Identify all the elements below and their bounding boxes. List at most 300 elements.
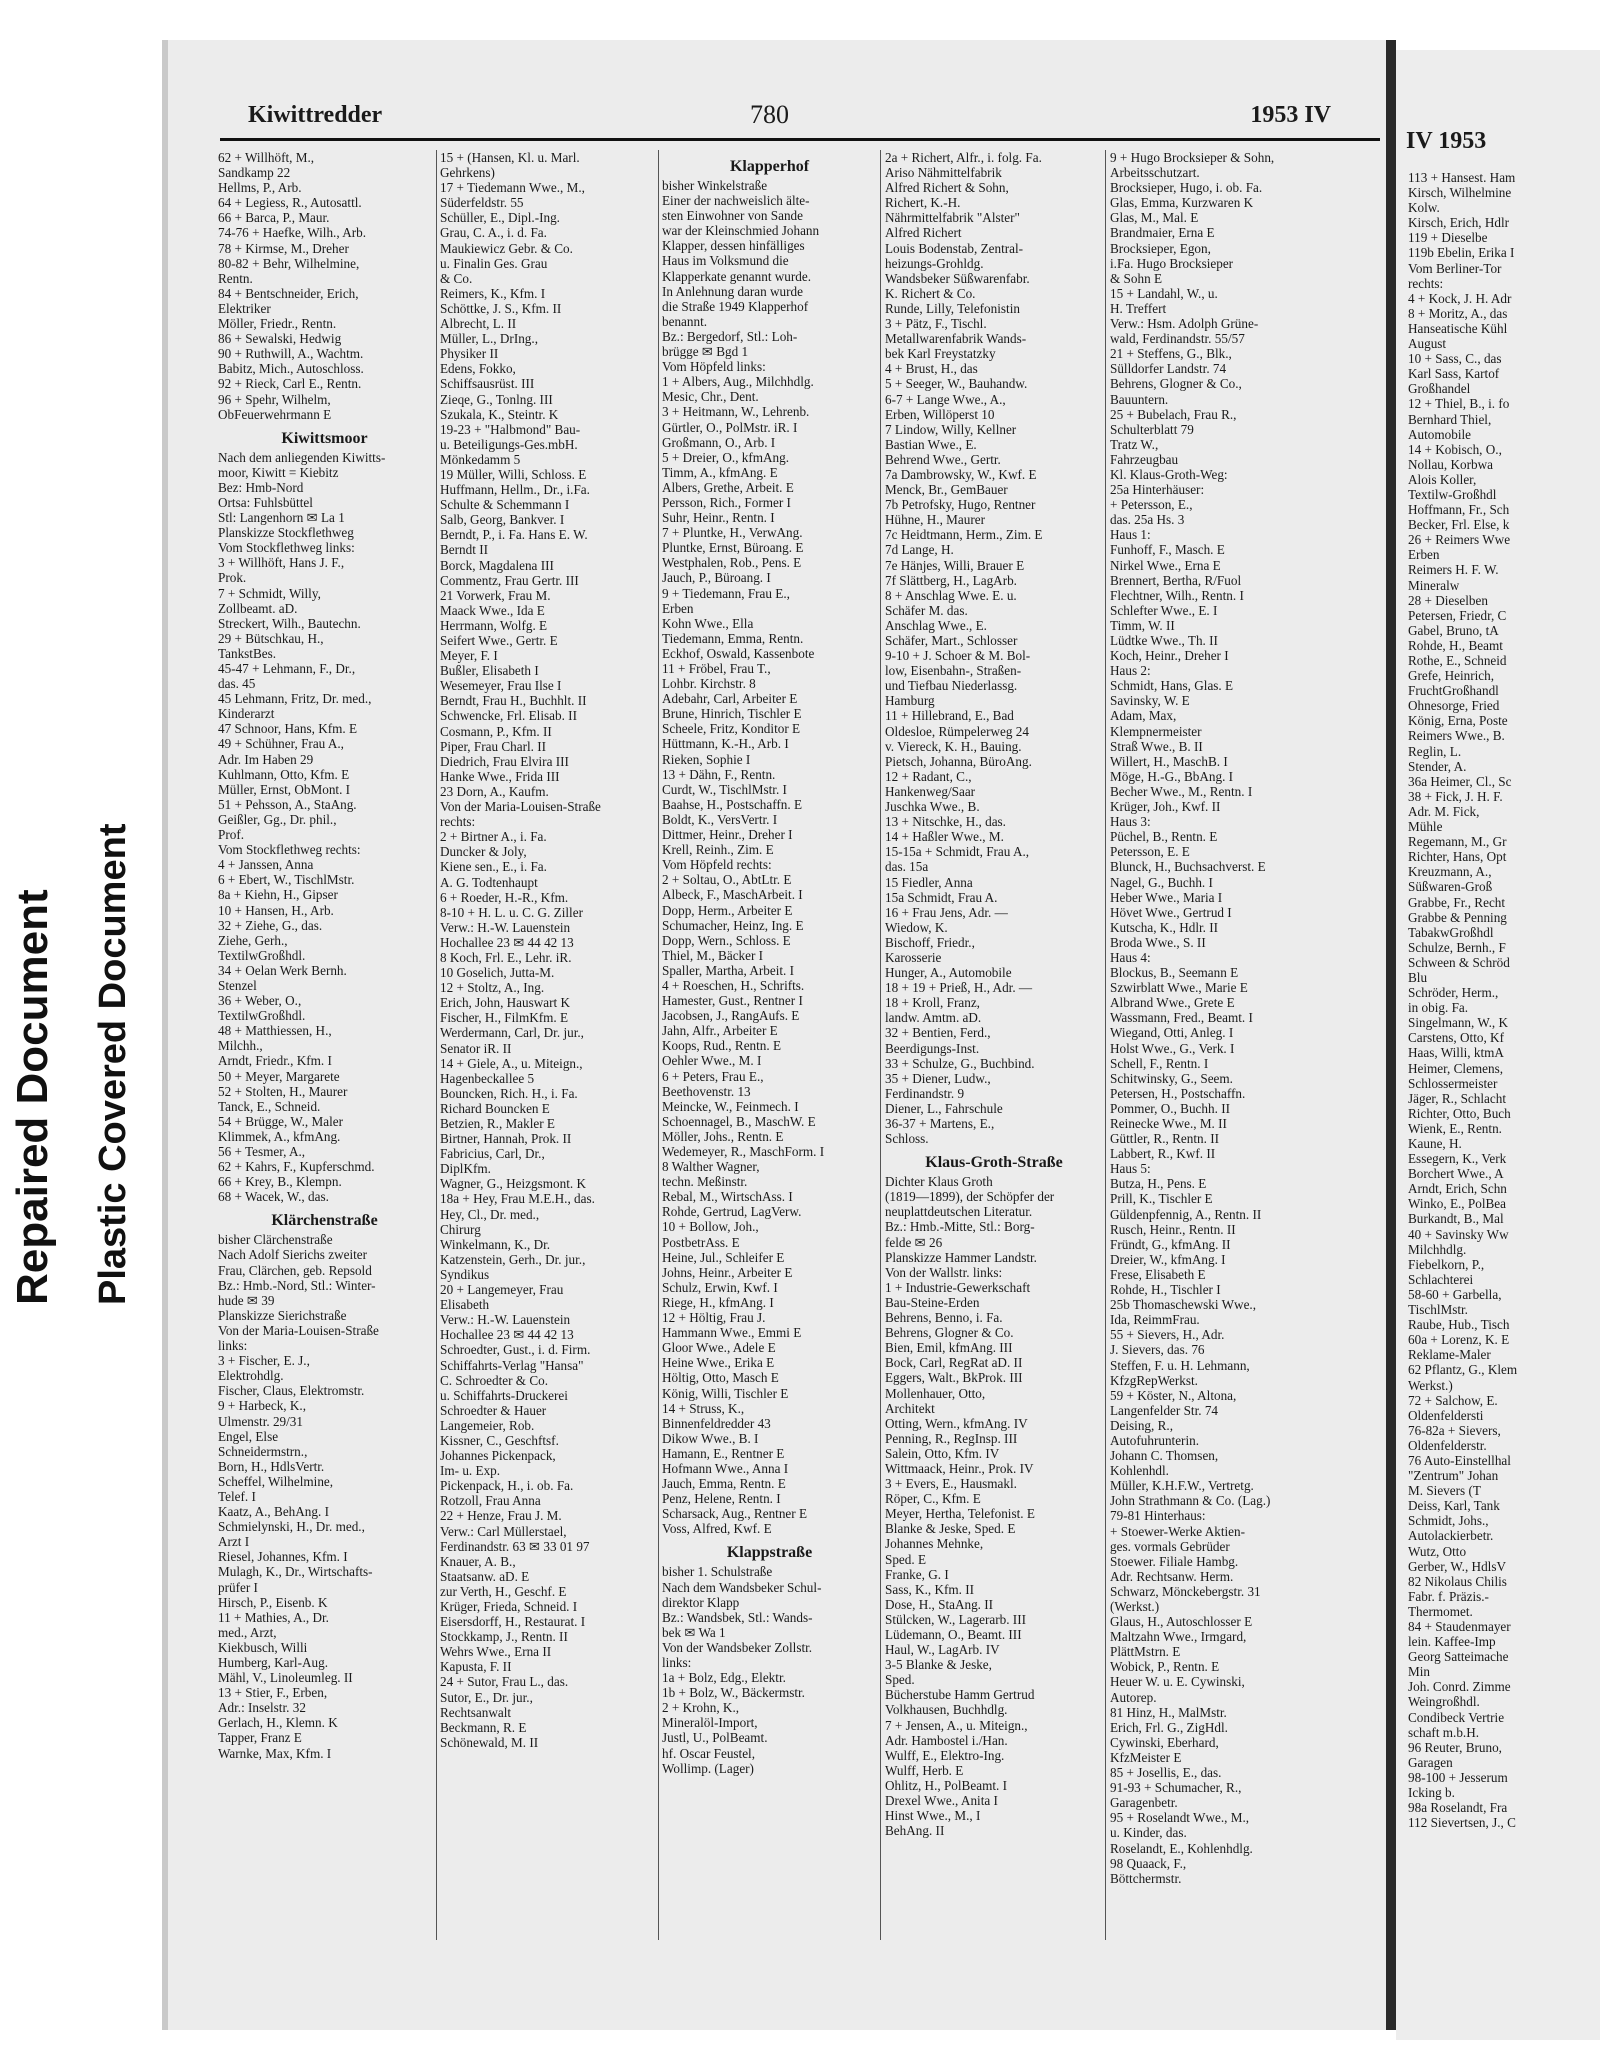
directory-entry: 3-5 Blanke & Jeske, [885, 1657, 992, 1673]
directory-entry: bisher Clärchenstraße [218, 1232, 333, 1248]
directory-entry: Hirsch, P., Eisenb. K [218, 1594, 328, 1610]
facing-page-entry: August [1408, 336, 1447, 352]
directory-entry: war der Kleinschmied Johann [662, 223, 820, 239]
facing-page-entry: Autolackierbetr. [1408, 1528, 1494, 1544]
directory-entry: Kohlenhdl. [1110, 1463, 1169, 1479]
directory-entry: Hamann, E., Rentner E [662, 1445, 785, 1461]
directory-entry: Pommer, O., Buchh. II [1110, 1100, 1230, 1116]
directory-entry: 17 + Tiedemann Wwe., M., [440, 180, 585, 196]
facing-page-entry: Mühle [1408, 819, 1443, 835]
directory-entry: Schumacher, Heinz, Ing. E [662, 917, 804, 933]
directory-entry: Karosserie [885, 949, 942, 965]
directory-entry: 25b Thomaschewski Wwe., [1110, 1297, 1257, 1313]
facing-page-entry: 14 + Kobisch, O., [1408, 441, 1502, 457]
facing-page-entry: Reimers H. F. W. [1408, 562, 1499, 578]
directory-entry: Haus 5: [1110, 1161, 1151, 1177]
directory-entry: Nach dem Wandsbeker Schul- [662, 1579, 822, 1595]
directory-entry: Edens, Fokko, [440, 361, 516, 377]
directory-entry: Architekt [885, 1400, 935, 1416]
directory-entry: Lüdemann, O., Beamt. III [885, 1627, 1022, 1642]
directory-entry: Jauch, P., Büroang. I [662, 570, 771, 586]
facing-page-entry: Winko, E., PolBea [1408, 1196, 1506, 1212]
facing-page-entry: Richter, Hans, Opt [1408, 849, 1507, 865]
directory-entry: Rieken, Sophie I [662, 751, 751, 767]
directory-entry: 12 + Höltig, Frau J. [662, 1310, 766, 1326]
directory-entry: 4 + Janssen, Anna [218, 857, 314, 873]
directory-entry: Glas, Emma, Kurzwaren K [1110, 195, 1254, 211]
directory-entry: Fischer, H., FilmKfm. E [440, 1010, 569, 1026]
directory-entry: Volkhausen, Buchhdlg. [885, 1702, 1008, 1718]
directory-entry: Klempnermeister [1110, 723, 1202, 739]
directory-entry: Mollenhauer, Otto, [885, 1385, 986, 1401]
directory-entry: Meincke, W., Feinmech. I [662, 1098, 799, 1114]
directory-entry: Penz, Helene, Rentn. I [662, 1491, 781, 1507]
directory-entry: Wandsbeker Süßwarenfabr. [885, 270, 1030, 286]
directory-entry: 1 + Industrie-Gewerkschaft [885, 1279, 1031, 1295]
directory-entry: das. 25a Hs. 3 [1110, 512, 1185, 528]
facing-page-entry: 4 + Kock, J. H. Adr [1408, 290, 1512, 306]
directory-entry: Stenzel [218, 977, 257, 993]
directory-entry: med., Arzt, [218, 1624, 277, 1640]
directory-entry: 8 + Anschlag Wwe. E. u. [885, 587, 1017, 603]
directory-entry: Spaller, Martha, Arbeit. I [662, 962, 795, 978]
directory-entry: Bau-Steine-Erden [885, 1294, 980, 1310]
directory-entry: 12 + Radant, C., [885, 768, 972, 784]
directory-entry: Menck, Br., GemBauer [885, 482, 1008, 498]
directory-entry: 6 + Ebert, W., TischlMstr. [218, 872, 355, 888]
directory-entry: Louis Bodenstab, Zentral- [885, 240, 1024, 256]
facing-page-entry: Milchhdlg. [1408, 1241, 1467, 1257]
directory-entry: Hochallee 23 ✉ 44 42 13 [440, 934, 574, 950]
directory-entry: Winkelmann, K., Dr. [440, 1236, 551, 1252]
directory-entry: 10 Goselich, Jutta-M. [440, 965, 555, 981]
directory-entry: heizungs-Grohldg. [885, 255, 984, 271]
directory-entry: 25 + Bubelach, Frau R., [1110, 406, 1237, 422]
directory-entry: Böttchermstr. [1110, 1870, 1182, 1886]
directory-entry: 7e Hänjes, Willi, Brauer E [885, 557, 1025, 573]
facing-page-entry: Essegern, K., Verk [1408, 1151, 1507, 1167]
facing-page-entry: Reimers Wwe., B. [1408, 728, 1505, 744]
facing-page-entry: Schulze, Bernh., F [1408, 939, 1506, 955]
directory-entry: Adr. Im Haben 29 [218, 751, 314, 767]
directory-entry: Wollimp. (Lager) [662, 1760, 754, 1776]
directory-entry: 86 + Sewalski, Hedwig [218, 331, 342, 347]
facing-page-entry: Hanseatische Kühl [1408, 320, 1508, 336]
facing-page-entry: 84 + Staudenmayer [1408, 1619, 1511, 1634]
directory-entry: 80-82 + Behr, Wilhelmine, [218, 255, 360, 271]
directory-entry: 10 + Bollow, Joh., [662, 1219, 759, 1235]
directory-entry: Albeck, F., MaschArbeit. I [662, 887, 803, 903]
directory-entry: prüfer I [218, 1579, 258, 1595]
directory-entry: Dichter Klaus Groth [885, 1174, 993, 1190]
directory-entry: 15 + Landahl, W., u. [1110, 285, 1218, 301]
directory-entry: Syndikus [440, 1266, 490, 1282]
directory-entry: 23 Dorn, A., Kaufm. [440, 783, 549, 799]
directory-entry: Justl, U., PolBeamt. [662, 1730, 768, 1746]
directory-entry: Rusch, Heinr., Rentn. II [1110, 1221, 1236, 1237]
facing-page-entry: Condibeck Vertrie [1408, 1709, 1505, 1725]
directory-entry: 13 + Dähn, F., Rentn. [662, 766, 776, 782]
directory-entry: links: [662, 1655, 692, 1670]
directory-entry: das. 15a [885, 859, 929, 875]
directory-entry: wald, Ferdinandstr. 55/57 [1110, 331, 1245, 347]
facing-page-entry: Singelmann, W., K [1408, 1015, 1509, 1031]
directory-entry: bek Karl Freystatzky [885, 346, 996, 362]
directory-entry: Klapper, dessen hinfälliges [662, 238, 805, 254]
page-number: 780 [750, 100, 789, 129]
directory-entry: Müller, L., DrIng., [440, 331, 538, 347]
directory-entry: Wesemeyer, Frau Ilse I [440, 678, 562, 694]
directory-entry: Ferdinandstr. 9 [885, 1085, 965, 1101]
directory-entry: Knauer, A. B., [440, 1553, 516, 1569]
facing-page-entry: Petersen, Friedr, C [1408, 607, 1507, 623]
directory-entry: Diedrich, Frau Elvira III [440, 753, 569, 769]
directory-entry: Eckhof, Oswald, Kassenbote [662, 645, 815, 661]
facing-page-entry: Schlossermeister [1408, 1075, 1498, 1091]
directory-entry: Staatsanw. aD. E [440, 1568, 530, 1584]
directory-entry: Albers, Grethe, Arbeit. E [662, 479, 794, 495]
directory-entry: direktor Klapp [662, 1594, 740, 1610]
facing-page-entry: "Zentrum" Johan [1408, 1468, 1499, 1484]
directory-entry: links: [218, 1338, 248, 1354]
directory-entry: Schroedter & Hauer [440, 1402, 547, 1418]
directory-entry: Kinderarzt [218, 706, 275, 722]
directory-entry: 24 + Sutor, Frau L., das. [440, 1674, 569, 1690]
directory-entry: Dreier, W., kfmAng. I [1110, 1251, 1226, 1267]
facing-page-entry: 76 Auto-Einstellhal [1408, 1452, 1511, 1468]
directory-entry: Bußler, Elisabeth I [440, 663, 539, 679]
directory-entry: Johannes Mehnke, [885, 1536, 984, 1552]
column-divider [436, 150, 437, 1940]
facing-page-entry: Reglin, L. [1408, 743, 1462, 759]
facing-page-entry: 36a Heimer, Cl., Sc [1408, 773, 1512, 789]
directory-entry: Süderfeldstr. 55 [440, 195, 524, 211]
directory-entry: Savinsky, W. E [1110, 693, 1190, 709]
directory-entry: Möller, Johs., Rentn. E [662, 1128, 784, 1144]
column-1 [218, 150, 431, 1950]
facing-page-entry: Kaune, H. [1408, 1136, 1462, 1151]
directory-entry: 18 + 19 + Prieß, H., Adr. — [885, 980, 1033, 996]
directory-entry: Blunck, H., Buchsachverst. E [1110, 859, 1266, 875]
directory-entry: Stoewer. Filiale Hambg. [1110, 1553, 1239, 1569]
directory-entry: TextilwGroßhdl. [218, 1008, 306, 1024]
directory-entry: Kaatz, A., BehAng. I [218, 1504, 329, 1520]
facing-page-entry: Karl Sass, Kartof [1408, 366, 1500, 382]
directory-entry: Wehrs Wwe., Erna II [440, 1644, 552, 1660]
facing-page-entry: 96 Reuter, Bruno, [1408, 1739, 1502, 1755]
directory-entry: PostbetrAss. E [662, 1234, 740, 1250]
directory-entry: ObFeuerwehrmann E [218, 406, 332, 422]
directory-entry: Krell, Reinh., Zim. E [662, 842, 774, 858]
directory-entry: Engel, Else [218, 1428, 279, 1444]
facing-page-entry: Schlachterei [1408, 1271, 1474, 1287]
directory-entry: 8 Walther Wagner, [662, 1159, 760, 1175]
directory-entry: Oehler Wwe., M. I [662, 1053, 762, 1069]
header-rule [220, 138, 1380, 141]
facing-page-entry: Richter, Otto, Buch [1408, 1105, 1511, 1121]
facing-page-entry: Ohnesorge, Fried [1408, 698, 1500, 714]
directory-entry: Scheele, Fritz, Konditor E [662, 721, 801, 737]
facing-page-entry: Großhandel [1408, 381, 1471, 397]
directory-entry: C. Schroedter & Co. [440, 1372, 549, 1388]
directory-entry: Mesic, Chr., Dent. [662, 389, 759, 405]
facing-page-entry: Kreuzmann, A., [1408, 864, 1492, 880]
directory-entry: Dopp, Herm., Arbeiter E [662, 902, 793, 918]
directory-entry: 36-37 + Martens, E., [885, 1116, 995, 1131]
facing-page-entry: Fabr. f. Präzis.- [1408, 1588, 1489, 1604]
directory-entry: BehAng. II [885, 1823, 945, 1839]
directory-entry: Maltzahn Wwe., Irmgard, [1110, 1629, 1247, 1645]
directory-entry: + Petersson, E., [1110, 497, 1193, 513]
directory-entry: das. 45 [218, 676, 256, 692]
street-heading: Klappstraße [726, 1544, 813, 1562]
directory-entry: 7f Slättberg, H., LagArb. [885, 572, 1017, 588]
directory-entry: Rentn. [218, 270, 253, 286]
directory-entry: Penning, R., RegInsp. III [885, 1430, 1018, 1446]
directory-entry: 10 + Hansen, H., Arb. [218, 902, 334, 918]
facing-page-entry: 26 + Reimers Wwe [1408, 532, 1511, 548]
directory-entry: Duncker & Joly, [440, 844, 527, 860]
directory-entry: bisher Winkelstraße [662, 178, 768, 193]
directory-entry: Petersen, H., Postschaffn. [1110, 1085, 1246, 1101]
directory-entry: Frese, Elisabeth E [1110, 1266, 1206, 1282]
directory-entry: Zieqe, G., Tonlng. III [440, 391, 553, 407]
directory-entry: A. G. Todtenhaupt [440, 874, 538, 890]
directory-entry: Hövet Wwe., Gertrud I [1110, 904, 1232, 920]
facing-page-entry: Vom Berliner-Tor [1408, 260, 1502, 276]
facing-page-entry: lein. Kaffee-Imp [1408, 1634, 1496, 1650]
directory-entry: Ohlitz, H., PolBeamt. I [885, 1777, 1007, 1793]
directory-entry: Wulff, Herb. E [885, 1762, 964, 1778]
directory-entry: Johannes Pickenpack, [440, 1448, 556, 1464]
directory-entry: Born, H., HdlsVertr. [218, 1458, 325, 1474]
facing-page-entry: Carstens, Otto, Kf [1408, 1030, 1504, 1046]
directory-entry: Von der Maria-Louisen-Straße [440, 799, 601, 815]
directory-entry: bisher 1. Schulstraße [662, 1564, 773, 1580]
facing-page-entry: Garagen [1408, 1754, 1453, 1770]
side-stamp [0, 800, 160, 1320]
directory-entry: Im- u. Exp. [440, 1463, 501, 1479]
facing-page-entry: Heimer, Clemens, [1408, 1060, 1504, 1076]
directory-entry: Humberg, Karl-Aug. [218, 1655, 328, 1670]
facing-page-entry: Erben [1408, 547, 1440, 563]
directory-entry: u. Kinder, das. [1110, 1825, 1187, 1841]
directory-entry: Huffmann, Hellm., Dr., i.Fa. [440, 482, 590, 498]
directory-entry: Nach dem anliegenden Kiwitts- [218, 449, 386, 465]
directory-entry: Behrens, Glogner & Co. [885, 1325, 1014, 1341]
directory-entry: 98 Quaack, F., [1110, 1855, 1187, 1871]
directory-entry: Warnke, Max, Kfm. I [218, 1745, 332, 1761]
directory-entry: 45-47 + Lehmann, F., Dr., [218, 661, 356, 676]
directory-entry: Petersson, E. E [1110, 844, 1190, 860]
directory-entry: Bücherstube Hamm Gertrud [885, 1687, 1035, 1703]
directory-entry: 8a + Kiehn, H., Gipser [218, 887, 338, 903]
directory-entry: und Tiefbau Niederlassg. [885, 678, 1018, 694]
facing-page-entry: Fiebelkorn, P., [1408, 1256, 1485, 1272]
directory-entry: Betzien, R., Makler E [440, 1116, 555, 1131]
directory-entry: Pietsch, Johanna, BüroAng. [885, 753, 1032, 769]
directory-entry: moor, Kiwitt = Kiebitz [218, 464, 339, 480]
facing-page [1396, 50, 1600, 2040]
directory-entry: Ferdinandstr. 63 ✉ 33 01 97 [440, 1538, 590, 1554]
directory-entry: Behrend Wwe., Gertr. [885, 451, 1001, 467]
facing-page-entry: Oldenfelderstr. [1408, 1437, 1487, 1453]
directory-entry: Müller, K.H.F.W., Vertretg. [1110, 1478, 1254, 1494]
directory-entry: 13 + Nitschke, H., das. [885, 814, 1006, 830]
directory-entry: Brocksieper, Egon, [1110, 240, 1211, 256]
directory-entry: Krüger, Joh., Kwf. II [1110, 799, 1221, 815]
directory-entry: & Sohn E [1110, 270, 1163, 286]
directory-entry: Bz.: Hmb.-Nord, Stl.: Winter- [218, 1277, 376, 1293]
facing-page-entry: Haas, Willi, ktmA [1408, 1045, 1504, 1061]
directory-entry: Blanke & Jeske, Sped. E [885, 1521, 1016, 1537]
directory-entry: Anschlag Wwe., E. [885, 617, 987, 633]
directory-entry: Höltig, Otto, Masch E [662, 1370, 779, 1386]
facing-page-entry: 98-100 + Jesserum [1408, 1769, 1508, 1785]
directory-entry: Timm, A., kfmAng. E [662, 464, 778, 480]
directory-entry: 8 Koch, Frl. E., Lehr. iR. [440, 949, 572, 965]
directory-entry: benannt. [662, 313, 708, 329]
directory-entry: Ida, ReimmFrau. [1110, 1312, 1200, 1328]
directory-entry: Dose, H., StaAng. II [885, 1596, 994, 1612]
directory-entry: Zollbeamt. aD. [218, 600, 298, 616]
directory-entry: Schwarz, Mönckebergstr. 31 [1110, 1583, 1261, 1599]
directory-entry: Von der Wallstr. links: [885, 1264, 1003, 1280]
column-2 [440, 150, 655, 1950]
directory-entry: Schoennagel, B., MaschW. E [662, 1113, 816, 1129]
directory-entry: Verw.: H.-W. Lauenstein [440, 919, 571, 935]
directory-entry: Jauch, Emma, Rentn. E [662, 1476, 786, 1492]
directory-entry: KfzgRepWerkst. [1110, 1372, 1198, 1388]
page-header [220, 100, 1345, 134]
directory-entry: Berndt II [440, 542, 488, 558]
directory-entry: 3 + Fischer, E. J., [218, 1353, 310, 1369]
directory-entry: 7a Dambrowsky, W., Kwf. E [885, 466, 1037, 482]
directory-entry: 55 + Sievers, H., Adr. [1110, 1327, 1225, 1343]
directory-entry: Beerdigungs-Inst. [885, 1040, 980, 1056]
directory-entry: Schmidt, Hans, Glas. E [1110, 678, 1234, 694]
column-4 [885, 150, 1103, 1950]
directory-entry: Haus 3: [1110, 814, 1151, 830]
directory-entry: 66 + Barca, P., Maur. [218, 210, 330, 226]
directory-entry: Hofmann Wwe., Anna I [662, 1460, 789, 1476]
directory-entry: Brocksieper, Hugo, i. ob. Fa. [1110, 180, 1263, 196]
directory-entry: Bz.: Hmb.-Mitte, Stl.: Borg- [885, 1219, 1035, 1235]
directory-entry: Planskizze Hammer Landstr. [885, 1249, 1037, 1265]
facing-page-entry: König, Erna, Poste [1408, 713, 1508, 729]
facing-page-entry: Blu [1408, 969, 1428, 985]
directory-entry: Szwirblatt Wwe., Marie E [1110, 980, 1248, 996]
directory-entry: Physiker II [440, 346, 499, 362]
directory-entry: Prok. [218, 570, 247, 586]
directory-entry: Cywinski, Eberhard, [1110, 1734, 1219, 1750]
directory-entry: low, Eisenbahn-, Straßen- [885, 663, 1022, 679]
directory-entry: Bauuntern. [1110, 391, 1169, 407]
column-divider [658, 150, 659, 1940]
facing-page-entry: Raube, Hub., Tisch [1408, 1317, 1510, 1333]
directory-entry: Borck, Magdalena III [440, 557, 554, 573]
directory-entry: Piper, Frau Charl. II [440, 738, 547, 754]
directory-entry: Grau, C. A., i. d. Fa. [440, 225, 547, 241]
directory-entry: sten Einwohner von Sande [662, 208, 804, 224]
directory-entry: Hamester, Gust., Rentner I [662, 993, 803, 1009]
directory-entry: Maukiewicz Gebr. & Co. [440, 240, 573, 256]
directory-entry: Oldesloe, Rümpelerweg 24 [885, 723, 1029, 739]
directory-entry: 7c Heidtmann, Herm., Zim. E [885, 527, 1043, 543]
directory-entry: Pluntke, Ernst, Büroang. E [662, 540, 804, 556]
facing-page-entry: Stender, A. [1408, 758, 1467, 774]
directory-entry: landw. Amtm. aD. [885, 1010, 982, 1026]
facing-page-entry: Weingroßhdl. [1408, 1694, 1480, 1710]
directory-entry: 45 Lehmann, Fritz, Dr. med., [218, 691, 372, 707]
directory-entry: 36 + Weber, O., [218, 993, 302, 1009]
directory-entry: Kutscha, K., Hdlr. II [1110, 919, 1219, 935]
directory-entry: Seifert Wwe., Gertr. E [440, 633, 558, 648]
directory-entry: Hey, Cl., Dr. med., [440, 1206, 540, 1222]
directory-entry: Einer der nachweislich älte- [662, 193, 810, 209]
facing-page-entry: Gerber, W., HdlsV [1408, 1558, 1506, 1574]
facing-page-entry: Bernhard Thiel, [1408, 411, 1492, 427]
directory-entry: 68 + Wacek, W., das. [218, 1189, 329, 1205]
directory-entry: Roselandt, E., Kohlenhdlg. [1110, 1840, 1253, 1856]
facing-page-entry: 98a Roselandt, Fra [1408, 1800, 1508, 1816]
directory-entry: Babitz, Mich., Autoschloss. [218, 361, 364, 377]
directory-entry: Sped. E [885, 1551, 927, 1567]
directory-entry: Schulte & Schemmann I [440, 497, 570, 513]
facing-page-entry: Alois Koller, [1408, 471, 1477, 487]
directory-entry: Meyer, F. I [440, 648, 498, 664]
directory-entry: 52 + Stolten, H., Maurer [218, 1083, 348, 1099]
directory-entry: 21 + Steffens, G., Blk., [1110, 346, 1232, 362]
directory-entry: Autofuhrunterin. [1110, 1432, 1199, 1448]
directory-entry: Schiffahrts-Verlag "Hansa" [440, 1357, 584, 1373]
directory-entry: u. Schiffahrts-Druckerei [440, 1387, 568, 1403]
directory-entry: Kuhlmann, Otto, Kfm. E [218, 766, 350, 782]
directory-entry: Holst Wwe., G., Verk. I [1110, 1040, 1235, 1056]
directory-entry: Langemeier, Rob. [440, 1417, 535, 1433]
directory-entry: 1 + Albers, Aug., Milchhdlg. [662, 374, 814, 390]
directory-entry: 2 + Birtner A., i. Fa. [440, 829, 547, 845]
directory-entry: 81 Hinz, H., MalMstr. [1110, 1704, 1227, 1720]
directory-entry: 95 + Roselandt Wwe., M., [1110, 1810, 1250, 1826]
directory-entry: 48 + Matthiessen, H., [218, 1023, 332, 1039]
directory-entry: Elisabeth [440, 1297, 490, 1313]
directory-entry: Otting, Wern., kfmAng. IV [885, 1415, 1028, 1431]
directory-entry: Thiel, M., Bäcker I [662, 947, 764, 963]
directory-entry: Juschka Wwe., B. [885, 799, 980, 815]
directory-entry: 9 + Hugo Brocksieper & Sohn, [1110, 150, 1275, 165]
book-gutter [1386, 40, 1396, 2030]
directory-entry: Wobick, P., Rentn. E [1110, 1659, 1220, 1675]
directory-entry: Schäfer, Mart., Schlosser [885, 633, 1018, 648]
directory-entry: 15 Fiedler, Anna [885, 874, 973, 890]
directory-entry: Bien, Emil, kfmAng. III [885, 1340, 1013, 1356]
directory-entry: Herrmann, Wolfg. E [440, 617, 548, 633]
directory-entry: Salein, Otto, Kfm. IV [885, 1445, 1000, 1461]
directory-entry: Vom Stockflethweg rechts: [218, 842, 361, 858]
directory-entry: Hühne, H., Maurer [885, 512, 985, 528]
directory-entry: Heine, Jul., Schleifer E [662, 1249, 785, 1265]
directory-entry: Labbert, R., Kwf. II [1110, 1146, 1216, 1162]
facing-page-entry: 82 Nikolaus Chilis [1408, 1573, 1507, 1589]
directory-entry: 56 + Tesmer, A., [218, 1144, 306, 1159]
directory-entry: Erben [662, 600, 694, 616]
facing-page-entry: Adr. M. Fick, [1408, 803, 1480, 819]
directory-entry: Persson, Rich., Former I [662, 494, 791, 510]
directory-entry: Gerlach, H., Klemn. K [218, 1715, 338, 1731]
facing-page-entry: Schröder, Herm., [1408, 985, 1499, 1001]
directory-entry: Ulmenstr. 29/31 [218, 1413, 303, 1429]
